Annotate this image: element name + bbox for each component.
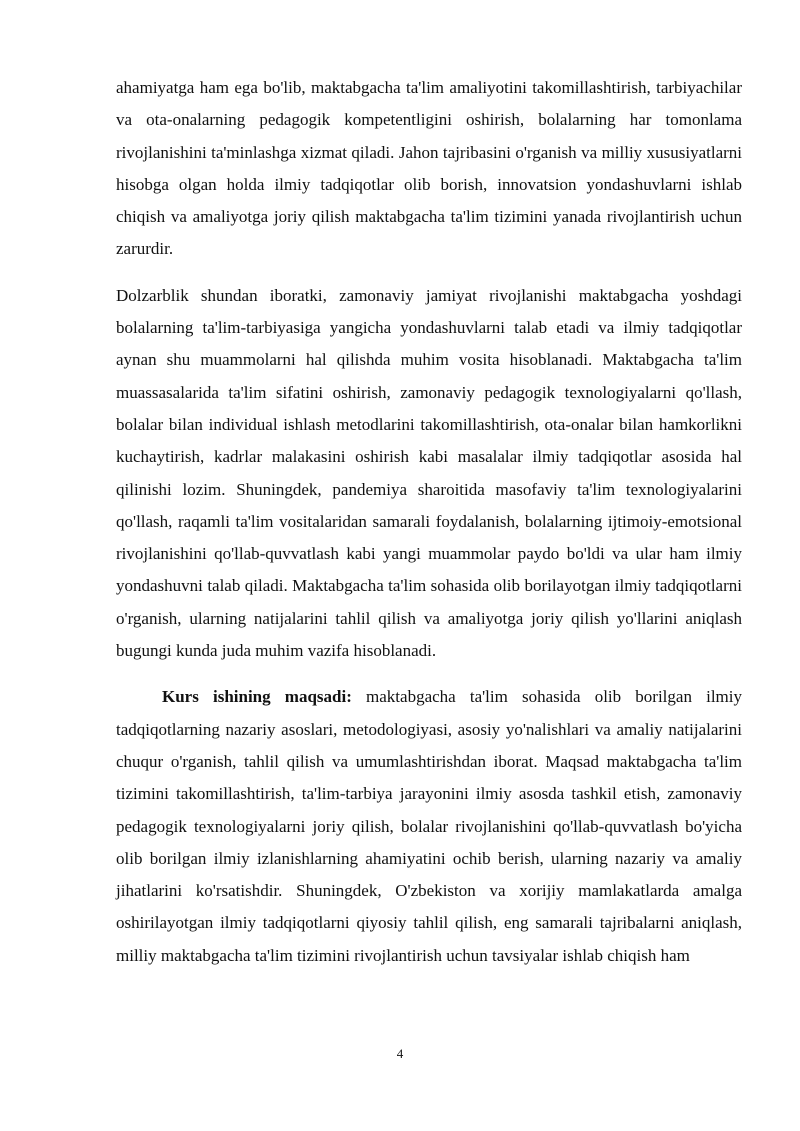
paragraph-relevance: Dolzarblik shundan iboratki, zamonaviy jamiyat rivojlanishi maktabgacha yoshdagi bolalarning ta'lim-tarbiyasiga yangicha yondashuvlarni talab etadi va ilmiy tadqiqotlar aynan shu muammolarni hal qilishda muhim vosita hisoblanadi. Maktabgacha ta'lim muassasalarida ta'lim sifatini oshirish, zamonaviy pedagogik texnologiyalarni qo'llash, bolalar bilan individual ishlash metodlarini takomillashtirish, ota-onalar bilan hamkorlikni kuchaytirish, kadrlar malakasini oshirish kabi masalalar ilmiy tadqiqotlar asosida hal qilinishi lozim. Shuningdek, pandemiya sharoitida masofaviy ta'lim texnologiyalarini qo'llash, raqamli ta'lim vositalaridan samarali foydalanish, bolalarning ijtimoiy-emotsional rivojlanishini qo'llab-quvvatlash kabi yangi muammolar paydo bo'ldi va ular ham ilmiy yondashuvni talab qiladi. Maktabgacha ta'lim sohasida olib borilayotgan ilmiy tadqiqotlarni o'rganish, ularning natijalarini tahlil qilish va amaliyotga joriy qilish yo'llarini aniqlash bugungi kunda juda muhim vazifa hisoblanadi. — [116, 285, 742, 661]
paragraph-course-goal — [116, 681, 742, 972]
course-goal-text: maktabgacha ta'lim sohasida olib borilgan ilmiy tadqiqotlarning nazariy asoslari, metodologiyasi, asosiy yo'nalishlari va amaliy natijalarini chuqur o'rganish, tahlil qilish va umumlashtirishdan iborat. Maqsad maktabgacha ta'lim tizimini takomillashtirish, ta'lim-tarbiya jarayonini ilmiy asosda tashkil etish, zamonaviy pedagogik texnologiyalarni joriy qilish, bolalar rivojlanishini qo'llab-quvvatlash bo'yicha olib borilgan ilmiy izlanishlarning ahamiyatini ochib berish, ularning nazariy va amaliy jihatlarini ko'rsatishdir. Shuningdek, O'zbekiston va xorijiy mamlakatlarda amalga oshirilayotgan ilmiy tadqiqotlarni qiyosiy tahlil qilish, eng samarali tajribalarni aniqlash, milliy maktabgacha ta'lim tizimini rivojlantirish uchun tavsiyalar ishlab chiqish ham — [116, 687, 743, 965]
page-number: 4 — [396, 1046, 404, 1061]
document-page — [116, 72, 742, 972]
course-goal-heading: Kurs ishining maqsadi: — [162, 687, 352, 707]
paragraph-intro-continued: ahamiyatga ham ega bo'lib, maktabgacha ta'lim amaliyotini takomillashtirish, tarbiyachilar va ota-onalarning pedagogik kompetentligini oshirish, bolalarning har tomonlama rivojlanishini ta'minlashga xizmat qiladi. Jahon tajribasini o'rganish va milliy xususiyatlarni hisobga olgan holda ilmiy tadqiqotlar olib borish, innovatsion yondashuvlarni ishlab chiqish va amaliyotga joriy qilish maktabgacha ta'lim tizimini yanada rivojlantirish uchun zarurdir. — [116, 78, 742, 259]
